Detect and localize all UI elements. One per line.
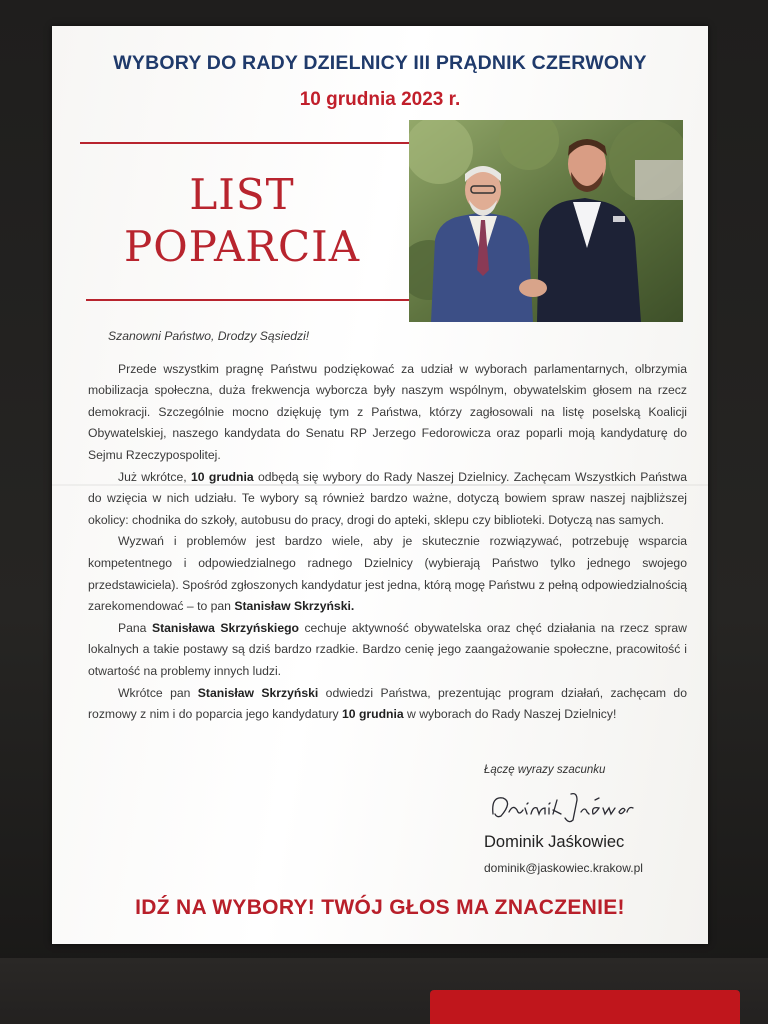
paragraph-candidate-traits (88, 618, 687, 683)
text-segment: Pana (118, 620, 152, 635)
candidate-name-highlight: Stanisław Skrzyński (197, 685, 319, 700)
letter-body (88, 326, 687, 726)
text-segment: Wyzwań i problemów jest bardzo wiele, aby je skutecznie rozwiązywać, potrzebuję wsparcia kompetentnego i odpowiedzialnego radnego Dzielnicy (wybierają Państwo tylko jednego swojego przedstawiciela). Spośród zgłoszonych kandydatur jest jedna, którą mogę Państwu z pełną odpowiedzialnością zarekomendować – to pan (88, 534, 687, 614)
flyer-sheet (52, 26, 708, 944)
text-segment: odbędą się wybory do Rady Naszej Dzielnicy. Zachęcam Wszystkich Państwa do wzięcia w nich udziału. Te wybory są również bardzo ważne, dotyczą bowiem spraw naszej najbliższej okolicy: chodnika do szkoły, autobusu do pracy, drogi do apteki, sklepu czy biblioteki. Dotyczą nas samych. (88, 469, 687, 527)
title-rule-bottom (86, 299, 410, 301)
handwritten-signature (487, 786, 637, 824)
closing-line: Łączę wyrazy szacunku (484, 764, 606, 776)
list-title (92, 169, 392, 273)
signer-name: Dominik Jaśkowiec (484, 833, 625, 851)
election-date-highlight: 10 grudnia (342, 707, 404, 722)
two-men-shaking-hands-photo (409, 120, 683, 322)
candidates-photo (409, 120, 683, 322)
red-object (430, 990, 740, 1024)
candidate-name-highlight: Stanisław Skrzyński. (234, 599, 355, 614)
signer-email: dominik@jaskowiec.krakow.pl (484, 861, 643, 875)
list-title-line2: POPARCIA (123, 222, 361, 271)
text-segment: odwiedzi Państwa, prezentując program działań, zachęcam do rozmowy z nim i do poparcia jego kandydatury (88, 685, 687, 722)
header-date: 10 grudnia 2023 r. (299, 89, 461, 110)
header-title: WYBORY DO RADY DZIELNICY III PRĄDNIK CZERWONY (113, 52, 647, 74)
paragraph-election-date (88, 467, 687, 532)
text-segment: w wyborach do Rady Naszej Dzielnicy! (403, 707, 617, 722)
candidate-name-highlight: Stanisława Skrzyńskiego (151, 620, 299, 635)
greeting: Szanowni Państwo, Drodzy Sąsiedzi! (108, 329, 310, 343)
title-rule-top (80, 142, 410, 144)
text-segment: Już wkrótce, (118, 469, 192, 484)
paragraph-thanks: Przede wszystkim pragnę Państwu podziękować za udział w wyborach parlamentarnych, olbrzymia mobilizacja społeczna, duża frekwencja wyborcza były naszym wspólnym, obywatelskim głosem na rzecz demokracji. Szczególnie mocno dziękuję tym z Państwa, którzy zagłosowali na listę poselską Koalicji Obywatelskiej, naszego kandydata do Senatu RP Jerzego Fedorowicza oraz poparli moją kandydaturę do Sejmu Rzeczypospolitej. (88, 361, 687, 462)
list-title-line1: LIST (189, 170, 295, 219)
paragraph-visit (88, 683, 687, 726)
paragraph-recommendation (88, 531, 687, 617)
election-date-highlight: 10 grudnia (191, 469, 254, 484)
slogan: IDŹ NA WYBORY! TWÓJ GŁOS MA ZNACZENIE! (135, 896, 625, 919)
text-segment: cechuje aktywność obywatelska oraz chęć działania na rzecz spraw lokalnych a takie postawy są dziś bardzo rzadkie. Bardzo cenię jego zaangażowanie społeczne, pracowitość i otwartość na problemy innych ludzi. (88, 620, 687, 678)
text-segment: Wkrótce pan (118, 685, 198, 700)
